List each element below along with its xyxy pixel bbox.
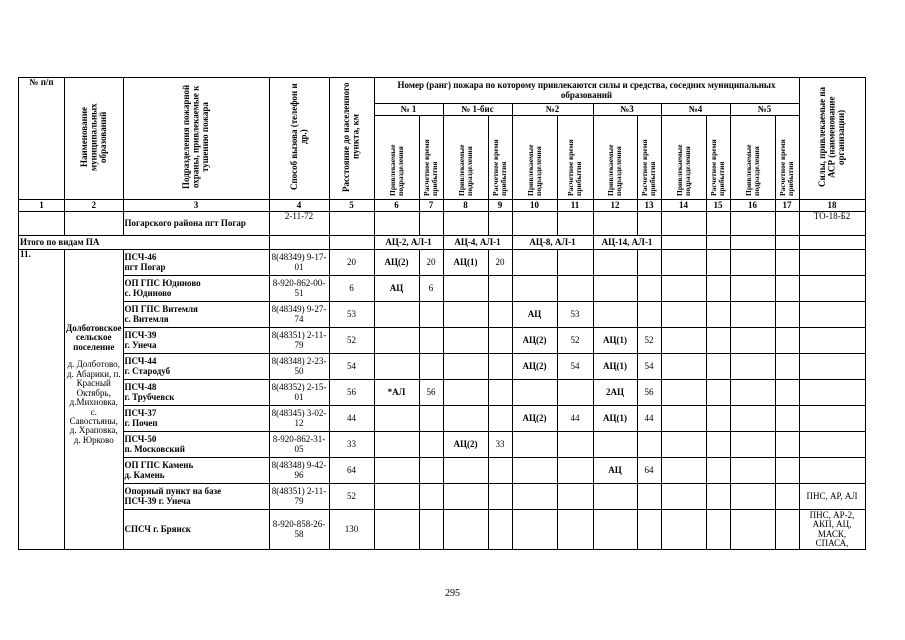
- col-number: 11: [557, 200, 593, 212]
- unit-forces: [799, 354, 865, 380]
- col-number: 3: [123, 200, 269, 212]
- municipality-places: д. Долботово, д. Абарики, п. Красный Октябрь, д.Михновка, с. Савостьяны, д. Храповка, д. Юрково: [66, 359, 121, 445]
- section-number: 11.: [19, 250, 65, 550]
- rank-cell-c11: [557, 380, 593, 406]
- unit-distance: 33: [329, 432, 374, 458]
- unit-phone: 8(48351) 2-11-79: [269, 328, 329, 354]
- rank-cell-c6: [374, 406, 419, 432]
- rank-cell-c12: АЦ: [593, 458, 637, 484]
- unit-cell: [123, 458, 269, 484]
- rank-cell-c12: [593, 432, 637, 458]
- header-row-1: [19, 78, 866, 104]
- col-number: 4: [269, 200, 329, 212]
- empty-cell: [775, 406, 799, 432]
- rank-cell-c9: [488, 302, 512, 328]
- empty-cell: [661, 432, 706, 458]
- col-number: 17: [775, 200, 799, 212]
- col-number: 15: [706, 200, 730, 212]
- empty-cell: [661, 458, 706, 484]
- rank-cell-c6: [374, 432, 419, 458]
- unit-cell: [123, 250, 269, 276]
- unit-phone: 8(48348) 2-23-50: [269, 354, 329, 380]
- table-row: [19, 458, 866, 484]
- rank-cell-c13: [637, 432, 661, 458]
- unit-distance: 6: [329, 276, 374, 302]
- sub-time-2: Расчетное время прибытия: [557, 116, 593, 200]
- rank-cell-c11: 52: [557, 328, 593, 354]
- top-unit-forces: ТО-18-Б2: [799, 212, 865, 236]
- rank-cell-c6: *АЛ: [374, 380, 419, 406]
- unit-phone: 8-920-858-26-58: [269, 510, 329, 550]
- rank-cell-c7: [419, 406, 443, 432]
- unit-distance: 130: [329, 510, 374, 550]
- table-row: [19, 276, 866, 302]
- fire-forces-table: [18, 77, 866, 550]
- rank-cell-c6: [374, 510, 419, 550]
- rank-cell-c8: [443, 302, 488, 328]
- unit-phone: 8(48351) 2-11-79: [269, 484, 329, 510]
- rank-cell-c9: [488, 484, 512, 510]
- unit-distance: 44: [329, 406, 374, 432]
- col-number: 5: [329, 200, 374, 212]
- rank-cell-c9: [488, 328, 512, 354]
- rank-4: №4: [661, 104, 730, 116]
- rank-cell-c6: АЦ: [374, 276, 419, 302]
- empty-cell: [775, 510, 799, 550]
- rank-cell-c10: АЦ(2): [512, 406, 557, 432]
- unit-name: Опорный пункт на базе: [124, 486, 222, 497]
- rank-cell-c11: 53: [557, 302, 593, 328]
- unit-phone: 8-920-862-31-05: [269, 432, 329, 458]
- rank-cell-c8: [443, 484, 488, 510]
- col-number: 7: [419, 200, 443, 212]
- unit-cell: [123, 510, 269, 550]
- col-number: 1: [19, 200, 65, 212]
- rank-cell-c10: [512, 432, 557, 458]
- empty-cell: [775, 250, 799, 276]
- empty-cell: [730, 250, 775, 276]
- rank-cell-c7: [419, 354, 443, 380]
- unit-name: ПСЧ-44: [124, 356, 157, 367]
- empty-cell: [706, 510, 730, 550]
- rank-cell-c7: [419, 328, 443, 354]
- unit-forces: [799, 380, 865, 406]
- col-number: 2: [65, 200, 124, 212]
- unit-phone: 8(48349) 9-17-01: [269, 250, 329, 276]
- totals-row: [19, 236, 866, 250]
- rank-cell-c9: 33: [488, 432, 512, 458]
- empty-cell: [775, 458, 799, 484]
- unit-distance: 20: [329, 250, 374, 276]
- col-number: 14: [661, 200, 706, 212]
- rank-cell-c9: [488, 510, 512, 550]
- header-num: № п/п: [19, 78, 65, 200]
- rank-cell-c9: [488, 406, 512, 432]
- unit-name: ПСЧ-37: [124, 408, 157, 419]
- unit-forces: [799, 328, 865, 354]
- empty-cell: [730, 276, 775, 302]
- top-unit-row: [19, 212, 866, 236]
- rank-cell-c12: 2АЦ: [593, 380, 637, 406]
- unit-cell: [123, 328, 269, 354]
- table-row: [19, 406, 866, 432]
- unit-forces: ПНС, АР, АЛ: [799, 484, 865, 510]
- col-number: 10: [512, 200, 557, 212]
- top-unit-phone: 2-11-72: [269, 212, 329, 236]
- unit-place: д. Камень: [124, 469, 165, 480]
- empty-cell: [706, 276, 730, 302]
- totals-label: Итого по видам ПА: [19, 236, 270, 250]
- empty-cell: [706, 250, 730, 276]
- rank-cell-c7: [419, 432, 443, 458]
- municipality-title: Долботовское сельское поселение: [66, 323, 122, 352]
- col-number: 18: [799, 200, 865, 212]
- sub-units-1bis: Привлекаемые подразделения: [443, 116, 488, 200]
- unit-name: ПСЧ-39: [124, 330, 157, 341]
- rank-cell-c6: [374, 484, 419, 510]
- rank-cell-c8: [443, 406, 488, 432]
- rank-cell-c7: [419, 510, 443, 550]
- empty-cell: [661, 276, 706, 302]
- col-number: 12: [593, 200, 637, 212]
- header-rank-title: Номер (ранг) пожара по которому привлекаются силы и средства, соседних муниципальных образований: [374, 78, 799, 104]
- sub-time-4: Расчетное время прибытия: [706, 116, 730, 200]
- rank-cell-c7: [419, 458, 443, 484]
- rank-cell-c10: [512, 380, 557, 406]
- unit-cell: [123, 432, 269, 458]
- rank-cell-c6: [374, 354, 419, 380]
- rank-cell-c10: [512, 484, 557, 510]
- rank-cell-c12: [593, 302, 637, 328]
- rank-cell-c13: 64: [637, 458, 661, 484]
- empty-cell: [661, 406, 706, 432]
- rank-cell-c8: [443, 510, 488, 550]
- unit-forces: [799, 458, 865, 484]
- empty-cell: [706, 354, 730, 380]
- sub-units-5: Привлекаемые подразделения: [730, 116, 775, 200]
- empty-cell: [661, 302, 706, 328]
- empty-cell: [730, 406, 775, 432]
- rank-cell-c6: [374, 328, 419, 354]
- unit-phone: 8(48352) 2-15-01: [269, 380, 329, 406]
- municipality-cell: [65, 250, 124, 550]
- rank-cell-c10: АЦ(2): [512, 328, 557, 354]
- rank-cell-c12: АЦ(1): [593, 406, 637, 432]
- rank-cell-c9: [488, 354, 512, 380]
- sub-units-4: Привлекаемые подразделения: [661, 116, 706, 200]
- unit-distance: 54: [329, 354, 374, 380]
- empty-cell: [730, 510, 775, 550]
- sub-units-2: Привлекаемые подразделения: [512, 116, 557, 200]
- unit-place: п. Московский: [124, 443, 185, 454]
- empty-cell: [730, 380, 775, 406]
- rank-cell-c12: [593, 276, 637, 302]
- empty-cell: [661, 510, 706, 550]
- unit-name: ОП ГПС Юдиново: [124, 278, 201, 289]
- unit-forces: ПНС, АР-2, АКП, АЦ, МАСК, СПАСА,: [799, 510, 865, 550]
- sub-units-3: Привлекаемые подразделения: [593, 116, 637, 200]
- rank-1: № 1: [374, 104, 443, 116]
- col-number: 8: [443, 200, 488, 212]
- rank-cell-c11: [557, 484, 593, 510]
- empty-cell: [730, 328, 775, 354]
- totals-rank-3: АЦ-14, АЛ-1: [593, 236, 661, 250]
- unit-forces: [799, 276, 865, 302]
- rank-cell-c11: 44: [557, 406, 593, 432]
- empty-cell: [706, 458, 730, 484]
- unit-cell: [123, 276, 269, 302]
- rank-cell-c13: [637, 250, 661, 276]
- header-forces: Силы, привлекаемые на АСР (наименование организации): [799, 78, 865, 200]
- rank-cell-c11: [557, 432, 593, 458]
- unit-cell: [123, 484, 269, 510]
- rank-cell-c11: [557, 250, 593, 276]
- unit-cell: [123, 380, 269, 406]
- rank-cell-c13: [637, 484, 661, 510]
- header-muni: Наименование муниципальных образований: [65, 78, 124, 200]
- rank-cell-c7: 20: [419, 250, 443, 276]
- unit-place: г. Трубчевск: [124, 391, 175, 402]
- totals-rank-2: АЦ-8, АЛ-1: [512, 236, 593, 250]
- rank-cell-c11: 54: [557, 354, 593, 380]
- table-row: [19, 328, 866, 354]
- top-unit-name: Погарского района пгт Погар: [123, 212, 269, 236]
- rank-cell-c7: [419, 302, 443, 328]
- page-number: 295: [445, 588, 460, 599]
- unit-name: СПСЧ г. Брянск: [124, 523, 191, 534]
- unit-cell: [123, 302, 269, 328]
- rank-cell-c13: 44: [637, 406, 661, 432]
- table-row: [19, 302, 866, 328]
- unit-name: ОП ГПС Камень: [124, 460, 194, 471]
- table-row: [19, 432, 866, 458]
- unit-phone: 8(48348) 9-42-96: [269, 458, 329, 484]
- rank-3: №3: [593, 104, 661, 116]
- unit-distance: 53: [329, 302, 374, 328]
- unit-phone: 8(48345) 3-02-12: [269, 406, 329, 432]
- empty-cell: [775, 432, 799, 458]
- rank-cell-c8: АЦ(1): [443, 250, 488, 276]
- col-number: 9: [488, 200, 512, 212]
- rank-cell-c6: [374, 458, 419, 484]
- empty-cell: [730, 354, 775, 380]
- rank-2: №2: [512, 104, 593, 116]
- rank-cell-c10: [512, 458, 557, 484]
- rank-cell-c10: [512, 510, 557, 550]
- empty-cell: [706, 432, 730, 458]
- empty-cell: [730, 484, 775, 510]
- unit-phone: 8(48349) 9-27-74: [269, 302, 329, 328]
- empty-cell: [775, 354, 799, 380]
- empty-cell: [730, 432, 775, 458]
- unit-forces: [799, 302, 865, 328]
- unit-name: ПСЧ-46: [124, 252, 157, 263]
- totals-rank-1bis: АЦ-4, АЛ-1: [443, 236, 512, 250]
- header-units: Подразделения пожарной охраны, привлекаемые к тушению пожара: [123, 78, 269, 200]
- rank-cell-c13: [637, 510, 661, 550]
- sub-time-1bis: Расчетное время прибытия: [488, 116, 512, 200]
- unit-forces: [799, 432, 865, 458]
- unit-place: г. Унеча: [124, 339, 157, 350]
- unit-name: ОП ГПС Витемля: [124, 304, 198, 315]
- unit-place: пгт Погар: [124, 261, 166, 272]
- rank-cell-c6: АЦ(2): [374, 250, 419, 276]
- rank-cell-c9: [488, 458, 512, 484]
- rank-1bis: № 1-бис: [443, 104, 512, 116]
- rank-cell-c8: АЦ(2): [443, 432, 488, 458]
- rank-cell-c12: [593, 484, 637, 510]
- units-table-body: [19, 250, 866, 550]
- empty-cell: [706, 406, 730, 432]
- empty-cell: [661, 354, 706, 380]
- unit-cell: [123, 406, 269, 432]
- empty-cell: [661, 250, 706, 276]
- rank-cell-c9: [488, 380, 512, 406]
- unit-forces: [799, 406, 865, 432]
- rank-cell-c8: [443, 276, 488, 302]
- empty-cell: [775, 380, 799, 406]
- rank-cell-c7: 56: [419, 380, 443, 406]
- rank-5: №5: [730, 104, 799, 116]
- unit-place: г. Почеп: [124, 417, 158, 428]
- col-number: 16: [730, 200, 775, 212]
- rank-cell-c10: [512, 250, 557, 276]
- rank-cell-c9: [488, 276, 512, 302]
- header-call: Способ вызова (телефон и др.): [269, 78, 329, 200]
- sub-time-3: Расчетное время прибытия: [637, 116, 661, 200]
- unit-place: г. Стародуб: [124, 365, 171, 376]
- rank-cell-c13: 56: [637, 380, 661, 406]
- rank-cell-c11: [557, 458, 593, 484]
- unit-phone: 8-920-862-00-51: [269, 276, 329, 302]
- rank-cell-c13: 52: [637, 328, 661, 354]
- totals-rank-1: АЦ-2, АЛ-1: [374, 236, 443, 250]
- unit-cell: [123, 354, 269, 380]
- empty-cell: [730, 302, 775, 328]
- unit-place: с. Юдиново: [124, 287, 172, 298]
- column-numbers-row: [19, 200, 866, 212]
- rank-cell-c12: АЦ(1): [593, 328, 637, 354]
- table-row: [19, 250, 866, 276]
- empty-cell: [775, 276, 799, 302]
- rank-cell-c10: АЦ: [512, 302, 557, 328]
- rank-cell-c8: [443, 458, 488, 484]
- sub-units-1: Привлекаемые подразделения: [374, 116, 419, 200]
- unit-distance: 52: [329, 484, 374, 510]
- table-row: [19, 380, 866, 406]
- col-number: 6: [374, 200, 419, 212]
- rank-cell-c11: [557, 276, 593, 302]
- rank-cell-c8: [443, 380, 488, 406]
- empty-cell: [661, 484, 706, 510]
- empty-cell: [706, 380, 730, 406]
- empty-cell: [706, 302, 730, 328]
- sub-time-1: Расчетное время прибытия: [419, 116, 443, 200]
- sub-time-5: Расчетное время прибытия: [775, 116, 799, 200]
- unit-name: ПСЧ-50: [124, 434, 157, 445]
- rank-cell-c9: 20: [488, 250, 512, 276]
- rank-cell-c13: [637, 276, 661, 302]
- table-row: [19, 354, 866, 380]
- unit-distance: 64: [329, 458, 374, 484]
- rank-cell-c6: [374, 302, 419, 328]
- header-distance: Расстояние до населенного пункта, км: [329, 78, 374, 200]
- unit-place: с. Витемля: [124, 313, 169, 324]
- empty-cell: [706, 484, 730, 510]
- rank-cell-c12: [593, 510, 637, 550]
- rank-cell-c13: 54: [637, 354, 661, 380]
- unit-distance: 56: [329, 380, 374, 406]
- rank-cell-c12: АЦ(1): [593, 354, 637, 380]
- empty-cell: [661, 380, 706, 406]
- rank-cell-c13: [637, 302, 661, 328]
- unit-place: ПСЧ-39 г. Унеча: [124, 495, 191, 506]
- rank-cell-c12: [593, 250, 637, 276]
- empty-cell: [775, 302, 799, 328]
- empty-cell: [775, 484, 799, 510]
- rank-cell-c11: [557, 510, 593, 550]
- col-number: 13: [637, 200, 661, 212]
- unit-forces: [799, 250, 865, 276]
- empty-cell: [661, 328, 706, 354]
- rank-cell-c7: [419, 484, 443, 510]
- rank-cell-c10: [512, 276, 557, 302]
- table-row: [19, 484, 866, 510]
- empty-cell: [706, 328, 730, 354]
- empty-cell: [730, 458, 775, 484]
- rank-cell-c8: [443, 354, 488, 380]
- table-row: [19, 510, 866, 550]
- rank-cell-c7: 6: [419, 276, 443, 302]
- unit-name: ПСЧ-48: [124, 382, 157, 393]
- rank-cell-c10: АЦ(2): [512, 354, 557, 380]
- unit-distance: 52: [329, 328, 374, 354]
- rank-cell-c8: [443, 328, 488, 354]
- empty-cell: [775, 328, 799, 354]
